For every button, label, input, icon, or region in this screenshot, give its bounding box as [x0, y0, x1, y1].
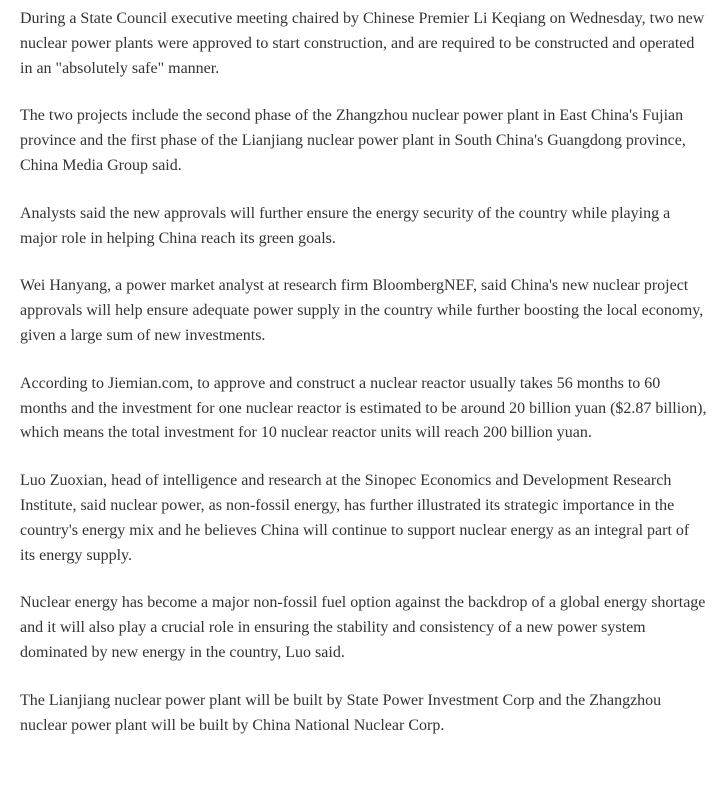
article-paragraph: Wei Hanyang, a power market analyst at research firm BloombergNEF, said China's new nuclear project approvals will help ensure adequate power supply in the country while further boosting the local economy, given a large sum of new investments. — [20, 277, 704, 344]
article-paragraph: During a State Council executive meeting chaired by Chinese Premier Li Keqiang on Wednesday, two new nuclear power plants were approved to start construction, and are required to be constructed and operated in an "absolutely safe" manner. — [20, 10, 705, 77]
article-paragraph: Luo Zuoxian, head of intelligence and research at the Sinopec Economics and Development Research Institute, said nuclear power, as non-fossil energy, has further illustrated its strategic importance in the country's energy mix and he believes China will continue to support nuclear energy as an integral part of its energy supply. — [20, 472, 690, 564]
article-paragraph: Nuclear energy has become a major non-fossil fuel option against the backdrop of a global energy shortage and it will also play a crucial role in ensuring the stability and consistency of a new power system dominated by new energy in the country, Luo said. — [20, 594, 706, 661]
article-paragraph: Analysts said the new approvals will further ensure the energy security of the country while playing a major role in helping China reach its green goals. — [20, 204, 671, 247]
article-paragraph: The Lianjiang nuclear power plant will be built by State Power Investment Corp and the Zhangzhou nuclear power plant will be built by China National Nuclear Corp. — [20, 691, 662, 734]
article-paragraph: According to Jiemian.com, to approve and construct a nuclear reactor usually takes 56 months to 60 months and the investment for one nuclear reactor is estimated to be around 20 billion yuan ($2.87 billion), which means the total investment for 10 nuclear reactor units will reach 200 billion yuan. — [20, 374, 707, 442]
article-paragraph: The two projects include the second phase of the Zhangzhou nuclear power plant in East China's Fujian province and the first phase of the Lianjiang nuclear power plant in South China's Guangdong province, China Media Group said. — [20, 107, 686, 174]
article-body — [0, 7, 718, 738]
